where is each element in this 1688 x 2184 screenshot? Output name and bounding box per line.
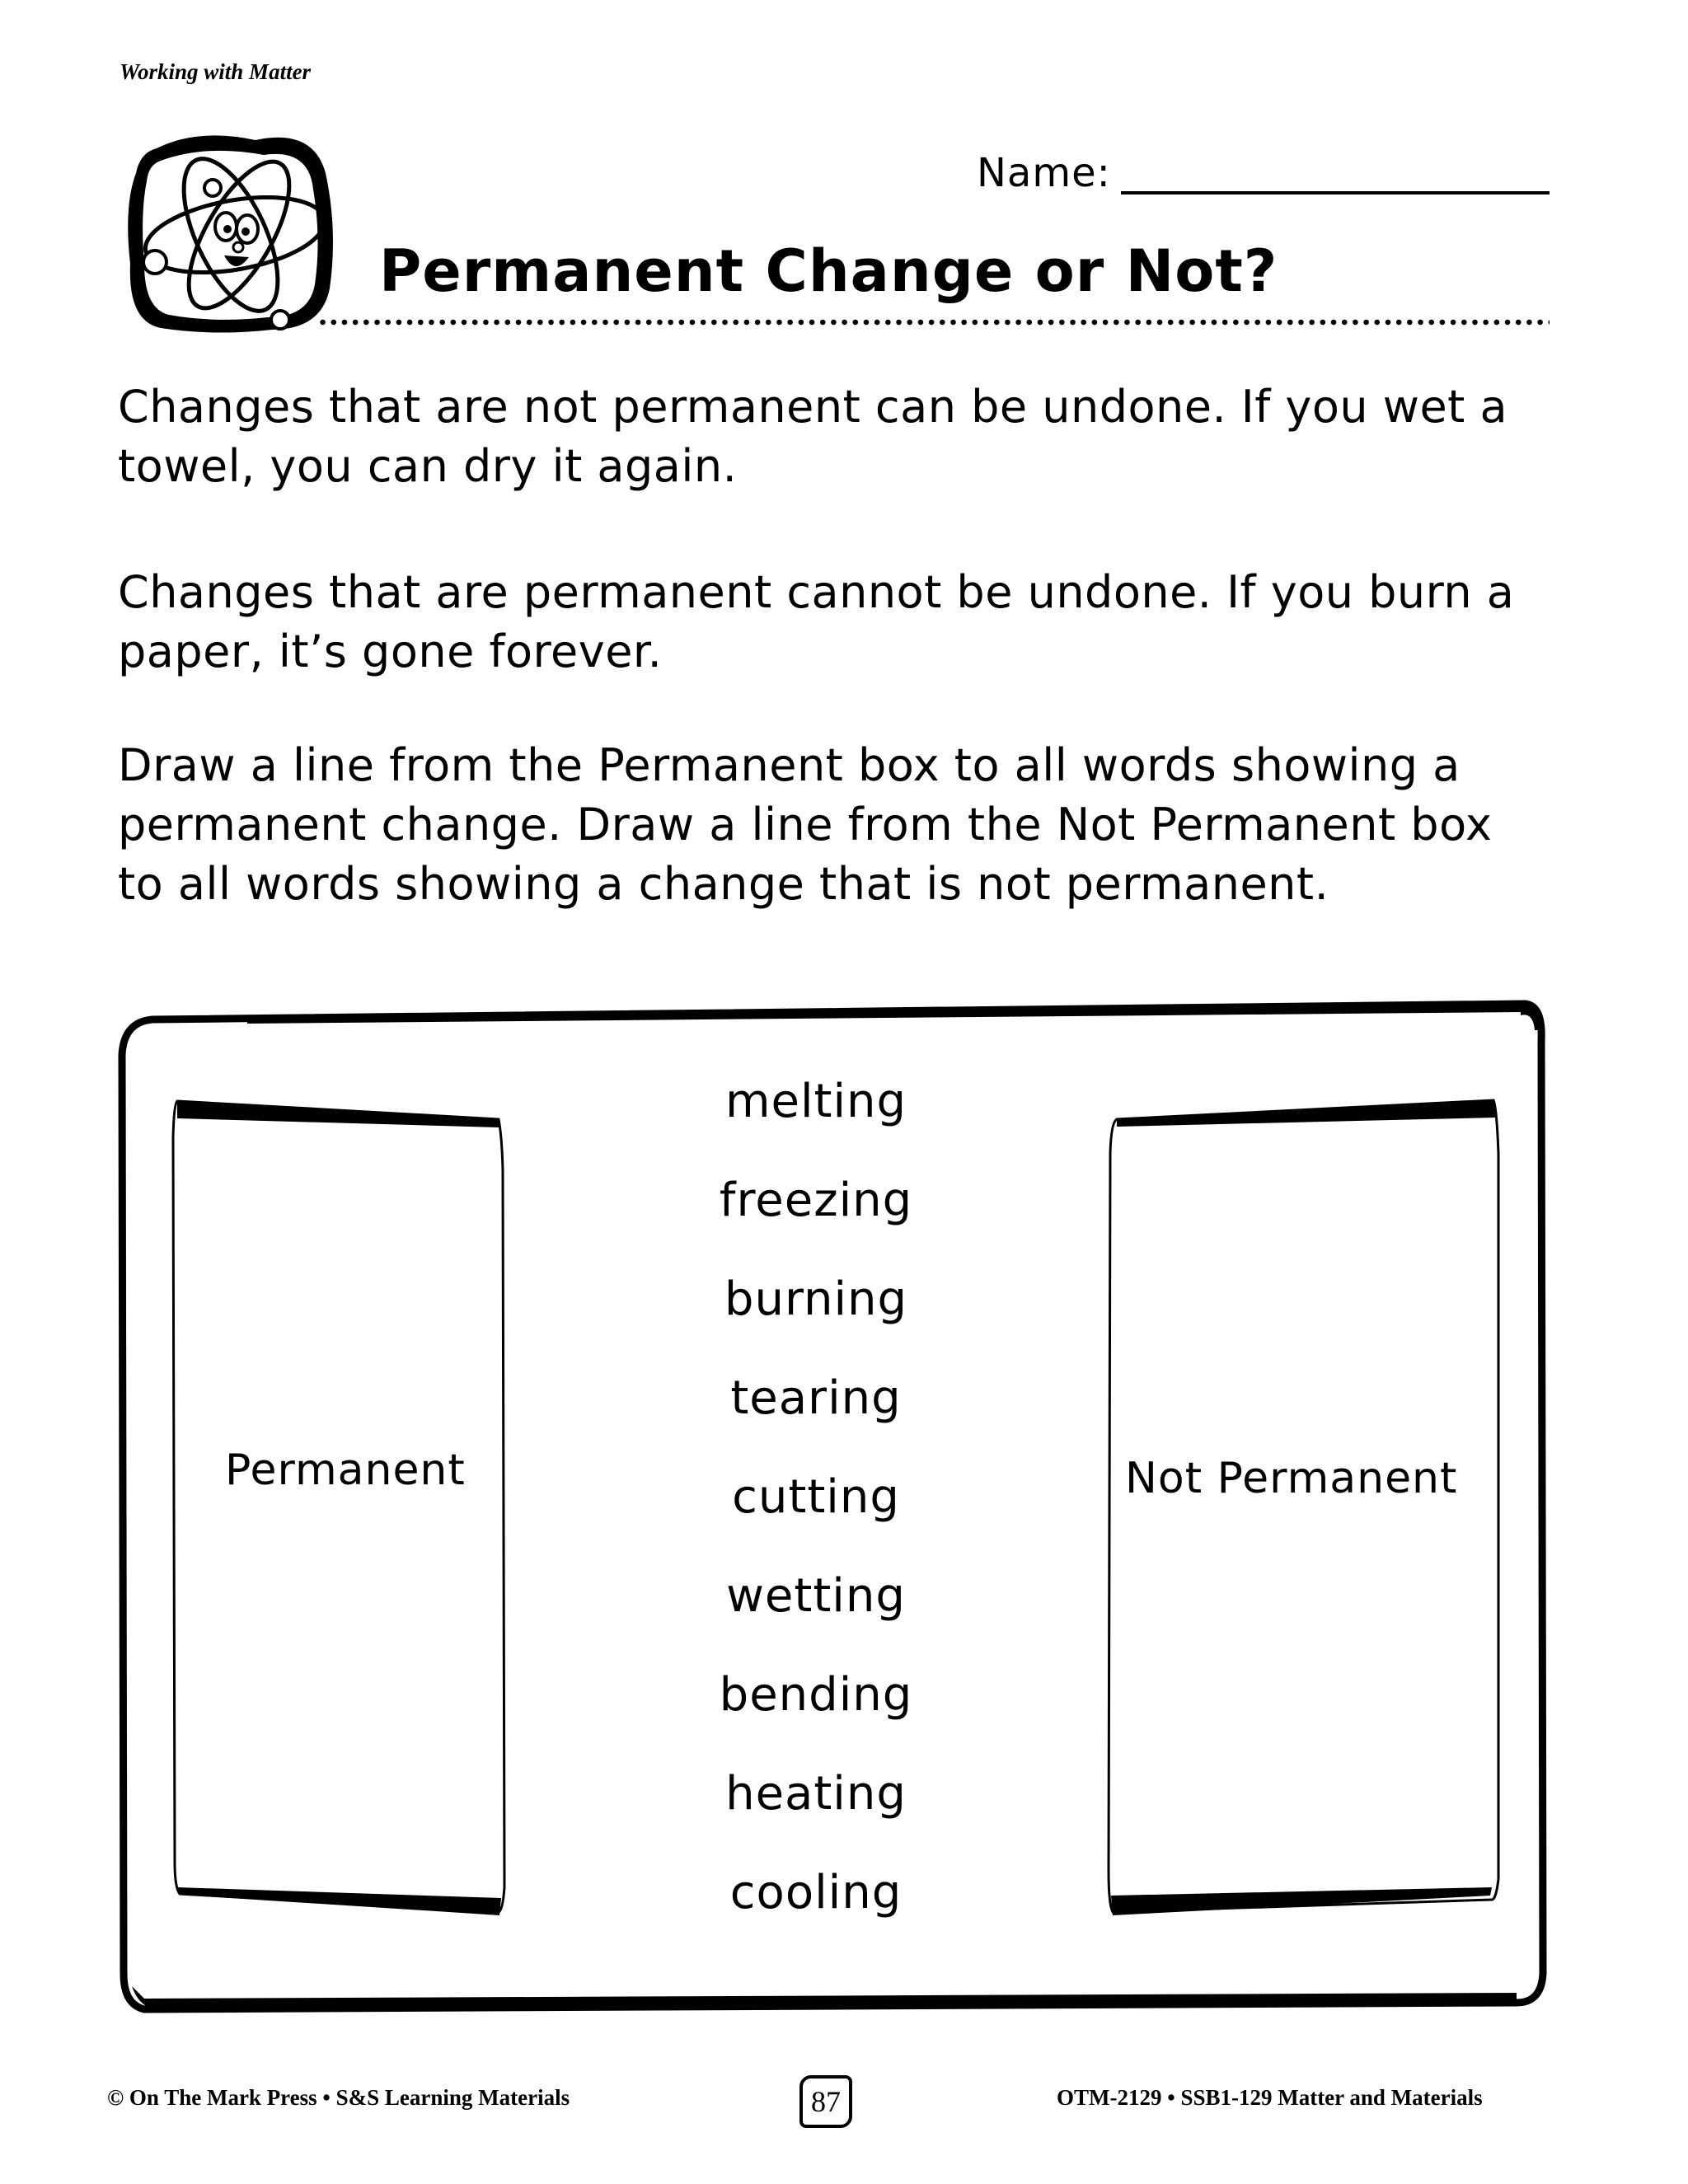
word-item-burning[interactable]: burning [724,1272,908,1326]
instruction-paragraph-1 [118,377,1585,496]
instruction-paragraph-3 [118,736,1585,914]
footer-copyright: © On The Mark Press • S&S Learning Materials [107,2085,570,2110]
word-item-wetting[interactable]: wetting [726,1569,906,1623]
paragraph-line: Changes that are permanent cannot be undone. If you burn a [118,566,1515,618]
paragraph-line: to all words showing a change that is not permanent. [118,858,1329,910]
word-item-cutting[interactable]: cutting [732,1470,900,1524]
word-item-melting[interactable]: melting [724,1075,907,1128]
word-item-tearing[interactable]: tearing [730,1371,902,1425]
not-permanent-box[interactable] [1111,1104,1496,1908]
paragraph-line: towel, you can dry it again. [118,440,738,492]
page-number: 87 [799,2075,852,2128]
not-permanent-box-label: Not Permanent [1125,1454,1458,1503]
name-field[interactable] [1121,191,1550,194]
word-list [651,1065,981,1955]
permanent-box[interactable] [173,1104,500,1908]
word-item-cooling[interactable]: cooling [729,1866,903,1919]
footer-product-code: OTM-2129 • SSB1-129 Matter and Materials [1057,2085,1483,2110]
page-title: Permanent Change or Not? [379,237,1278,305]
paragraph-line: Draw a line from the Permanent box to all words showing a [118,739,1461,791]
permanent-box-label: Permanent [225,1446,466,1495]
title-dotted-rule [317,318,1550,326]
name-label: Name: [977,150,1111,196]
paragraph-line: Changes that are not permanent can be undone. If you wet a [118,381,1508,433]
word-item-heating[interactable]: heating [725,1767,907,1821]
paragraph-line: paper, it’s gone forever. [118,626,663,677]
instruction-paragraph-2 [118,563,1585,682]
word-item-freezing[interactable]: freezing [719,1174,913,1227]
running-head: Working with Matter [120,59,312,84]
paragraph-line: permanent change. Draw a line from the Not Permanent box [118,799,1493,851]
word-item-bending[interactable]: bending [719,1668,913,1722]
atom-mascot-icon [124,124,338,338]
